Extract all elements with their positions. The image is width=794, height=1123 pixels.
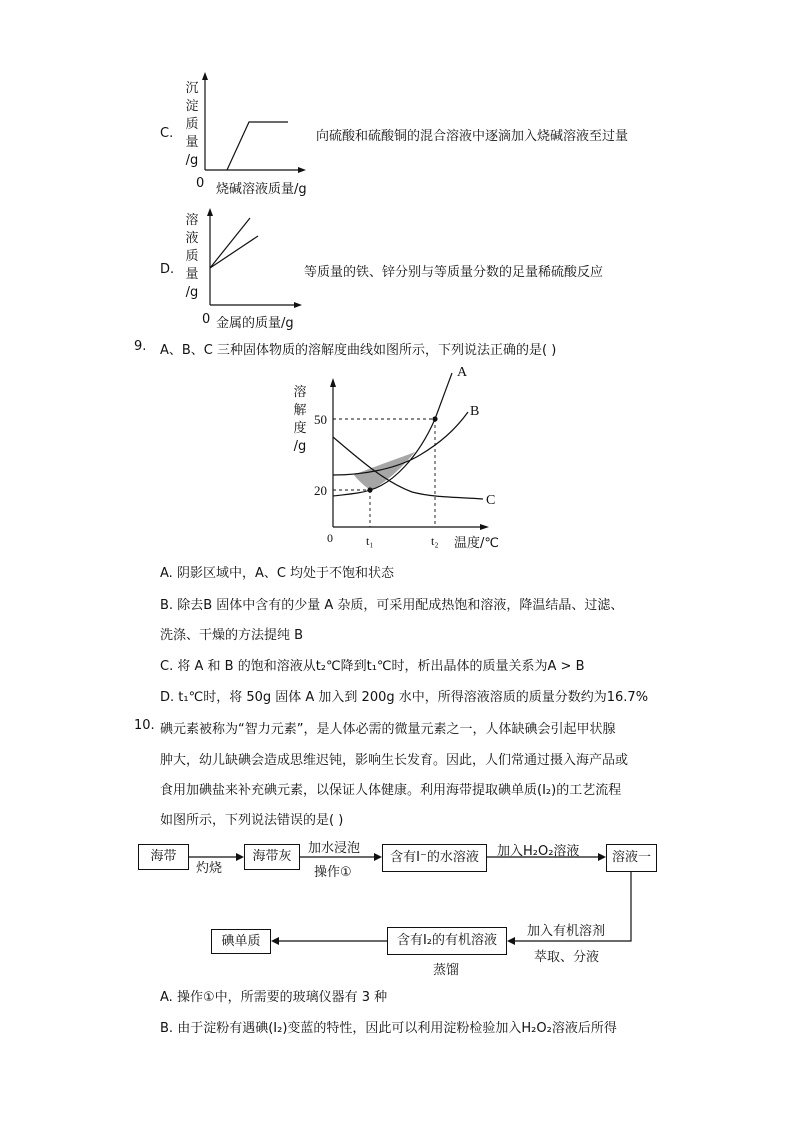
q9-option-letter: D. [160, 690, 175, 705]
option-c-letter: C. [160, 126, 174, 141]
q9-option-text: t₁℃时，将 50g 固体 A 加入到 200g 水中，所得溶液溶质的质量分数约为16.7% [178, 690, 649, 705]
q9-y-char: 度 [293, 421, 307, 436]
option-c-text: 向硫酸和硫酸铜的混合溶液中逐滴加入烧碱溶液至过量 [316, 129, 629, 144]
option-c-y-char: 量 [185, 135, 199, 150]
flow-step-h2o2: 加入H₂O₂溶液 [497, 844, 580, 859]
q9-y-char: 解 [293, 403, 307, 418]
q9-label-a: A [457, 365, 468, 380]
q9-option-text: 将 A 和 B 的饱和溶液从t₂℃降到t₁℃时，析出晶体的质量关系为A > B [177, 659, 585, 674]
q10-option-b[interactable] [160, 1017, 617, 1036]
q10-option-letter: A. [160, 990, 173, 1005]
q9-tick-t2: t₂ [431, 534, 439, 548]
option-c-y-char: /g [185, 153, 199, 168]
flow-step-soak: 加水浸泡 [308, 841, 361, 856]
option-c-y-char: 质 [185, 117, 199, 132]
option-d-origin: 0 [202, 312, 211, 327]
flow-arrow-2-head [374, 853, 382, 861]
flow-box-aqueous: 含有I⁻的水溶液 [382, 844, 487, 872]
flow-arrow-1-head [236, 853, 244, 861]
flow-step-burn: 灼烧 [196, 861, 223, 876]
q9-origin: 0 [327, 531, 333, 545]
q9-stem: A、B、C 三种固体物质的溶解度曲线如图所示，下列说法正确的是( ) [160, 343, 557, 358]
option-c-x-label: 烧碱溶液质量/g [216, 182, 307, 197]
q9-label-c: C [486, 493, 496, 508]
option-d-y-char: 溶 [185, 213, 199, 228]
flow-arrow-3-head [598, 853, 606, 861]
flow-box-seaweed: 海带 [138, 844, 189, 870]
option-d-text: 等质量的铁、锌分别与等质量分数的足量稀硫酸反应 [304, 265, 604, 280]
option-d-y-char: 液 [185, 231, 199, 246]
flow-step-operation: 操作① [314, 865, 352, 880]
q10-line: 肿大，幼儿缺碘会造成思维迟钝，影响生长发育。因此，人们常通过摄入海产品或 [160, 753, 629, 768]
q9-y-char: 溶 [293, 385, 307, 400]
flow-box-ash: 海带灰 [244, 844, 300, 870]
q9-tick-t1: t₁ [366, 534, 374, 548]
q9-option-letter: C. [160, 659, 174, 674]
q10-line: 食用加碘盐来补充碘元素，以保证人体健康。利用海带提取碘单质(I₂)的工艺流程 [160, 783, 622, 798]
q9-y-char: /g [293, 439, 307, 454]
option-d-y-char: /g [185, 285, 199, 300]
q10-line: 如图所示，下列说法错误的是( ) [160, 813, 344, 828]
option-c-origin: 0 [196, 176, 205, 191]
flow-step-extract: 萃取、分液 [534, 950, 600, 965]
q9-tick-50: 50 [314, 412, 327, 427]
option-d-x-label: 金属的质量/g [216, 316, 294, 331]
option-d-y-char: 质 [185, 249, 199, 264]
q9-tick-20: 20 [314, 483, 327, 498]
q9-number: 9. [134, 339, 147, 354]
option-c-y-char: 淀 [185, 99, 199, 114]
option-c-y-char: 沉 [185, 81, 199, 96]
flow-step-solvent: 加入有机溶剂 [527, 924, 606, 939]
q10-number: 10. [134, 718, 155, 733]
q10-option-text: 由于淀粉有遇碘(I₂)变蓝的特性，因此可以利用淀粉检验加入H₂O₂溶液后所得 [177, 1021, 617, 1036]
flow-box-organic: 含有I₂的有机溶液 [387, 927, 507, 955]
q9-option-b-cont: 洗涤、干燥的方法提纯 B [160, 628, 304, 643]
flow-arrow-5-head [271, 937, 279, 945]
q9-label-b: B [470, 404, 480, 419]
q9-option-text: 除去B 固体中含有的少量 A 杂质，可采用配成热饱和溶液，降温结晶、过滤、 [177, 598, 624, 613]
q9-option-letter: A. [160, 566, 173, 581]
q9-xlabel: 温度/℃ [454, 536, 499, 551]
q10-line: 碘元素被称为“智力元素”，是人体必需的微量元素之一，人体缺碘会引起甲状腺 [160, 722, 616, 737]
flow-arrow-4-head [507, 937, 515, 945]
flow-box-iodine: 碘单质 [211, 929, 271, 954]
q10-option-a[interactable] [160, 986, 387, 1005]
option-d-y-char: 量 [185, 267, 199, 282]
q10-option-text: 操作①中，所需要的玻璃仪器有 3 种 [176, 990, 388, 1005]
flow-step-distill: 蒸馏 [433, 963, 460, 978]
option-d-letter: D. [160, 262, 175, 277]
q9-option-text: 阴影区域中，A、C 均处于不饱和状态 [176, 566, 395, 581]
q9-option-letter: B. [160, 598, 174, 613]
flow-box-solution-one: 溶液一 [606, 844, 657, 872]
q10-option-letter: B. [160, 1021, 174, 1036]
